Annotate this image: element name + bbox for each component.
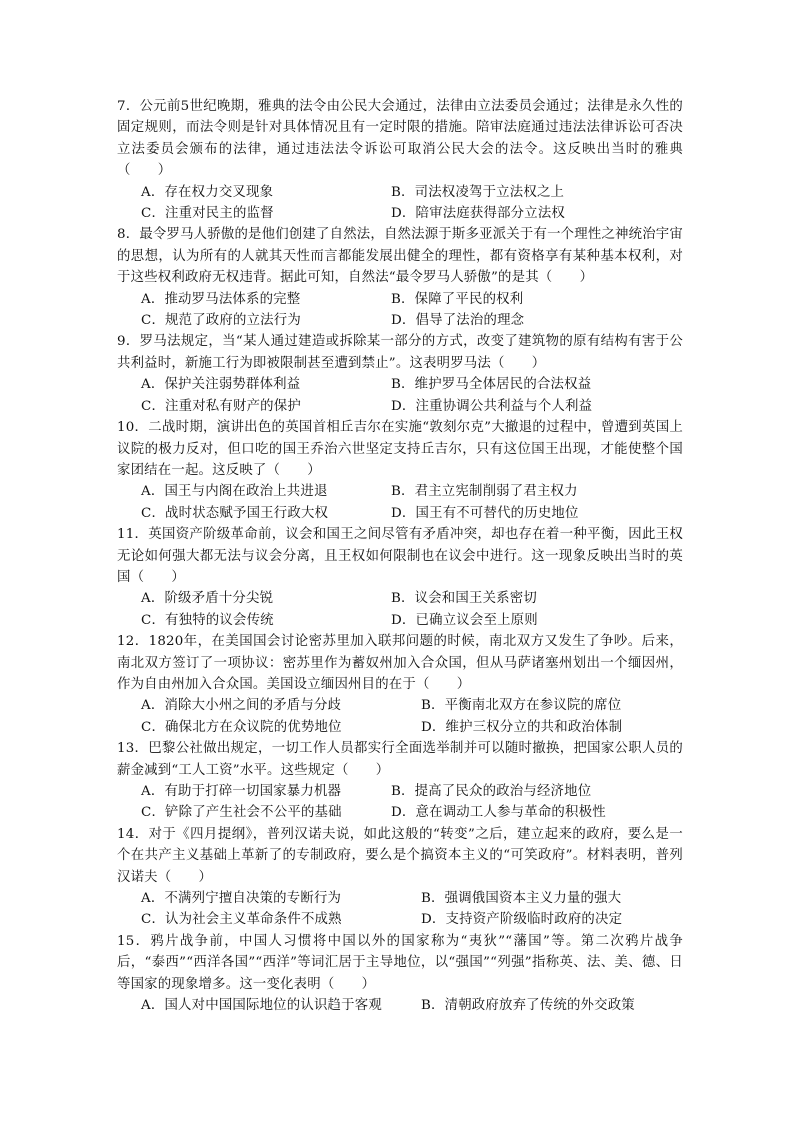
question-7 — [117, 96, 683, 224]
option-a: A．国人对中国国际地位的认识趋于客观 — [141, 998, 382, 1014]
options — [141, 888, 683, 931]
option-d: D．陪审法庭获得部分立法权 — [391, 206, 566, 222]
options — [141, 374, 683, 417]
option-c: C．注重对私有财产的保护 — [141, 398, 301, 414]
option-c: C．铲除了产生社会不公平的基础 — [141, 805, 342, 821]
option-b: B．议会和国王关系密切 — [391, 591, 537, 607]
option-b: B．提高了民众的政治与经济地位 — [391, 784, 592, 799]
question-stem: 15．鸦片战争前，中国人习惯将中国以外的国家称为“夷狄”“藩国”等。第二次鸦片战争后，“泰西”“西洋各国”“西洋”等词汇居于主导地位，以“强国”“列强”指称英、法、美、德、日等国家的现象增多。这一变化表明（ ） — [117, 933, 683, 992]
option-d: D．国王有不可替代的历史地位 — [391, 505, 579, 521]
options — [141, 695, 683, 738]
option-b: B．维护罗马全体居民的合法权益 — [391, 377, 592, 393]
option-b: B．强调俄国资本主义力量的强大 — [421, 891, 622, 907]
question-14 — [117, 824, 683, 931]
question-stem: 8．最令罗马人骄傲的是他们创建了自然法，自然法源于斯多亚派关于有一个理性之神统治宇宙的思想，认为所有的人就其天性而言都能发展出健全的理性，都有资格享有某种基本权利，对于这些权利政府无权违背。据此可知，自然法“最令罗马人骄傲”的是其（ ） — [117, 227, 683, 286]
option-d: D．倡导了法治的理念 — [391, 313, 525, 329]
option-d: D．维护三权分立的共和政治体制 — [421, 719, 623, 735]
option-b: B．司法权凌驾于立法权之上 — [391, 184, 565, 200]
question-13 — [117, 738, 683, 824]
option-c: C．有独特的议会传统 — [141, 612, 274, 628]
options — [141, 289, 683, 332]
option-b: B．清朝政府放弃了传统的外交政策 — [421, 998, 635, 1014]
option-c: C．确保北方在众议院的优势地位 — [141, 719, 342, 735]
question-stem: 13．巴黎公社做出规定，一切工作人员都实行全面选举制并可以随时撤换，把国家公职人员的薪金减到“工人工资”水平。这些规定（ ） — [117, 741, 683, 778]
question-8 — [117, 224, 683, 331]
question-stem: 14．对于《四月提纲》，普列汉诺夫说，如此这般的“转变”之后，建立起来的政府，要么是一个在共产主义基础上革新了的专制政府，要么是个搞资本主义的“可笑政府”。材料表明，普列汉诺夫（ ） — [117, 826, 683, 885]
option-a: A．推动罗马法体系的完整 — [141, 291, 301, 307]
option-a: A．有助于打碎一切国家暴力机器 — [141, 784, 342, 799]
question-15 — [117, 931, 683, 1017]
option-c: C．注重对民主的监督 — [141, 206, 274, 222]
option-d: D．支持资产阶级临时政府的决定 — [421, 912, 623, 928]
question-stem: 10．二战时期，演讲出色的英国首相丘吉尔在实施“敦刻尔克”大撤退的过程中，曾遭到英国上议院的极力反对，但口吃的国王乔治六世坚定支持丘吉尔，只有这位国王出现，才能使整个国家团结在一起。这反映了（ ） — [117, 420, 683, 478]
option-c: C．规范了政府的立法行为 — [141, 313, 301, 329]
option-a: A．国王与内阁在政治上共进退 — [141, 484, 328, 500]
option-a: A．阶级矛盾十分尖锐 — [141, 591, 274, 607]
question-stem: 11．英国资产阶级革命前，议会和国王之间尽管有矛盾冲突，却也存在着一种平衡，因此王权无论如何强大都无法与议会分离，且王权如何限制也在议会中进行。这一现象反映出当时的英国（ ） — [117, 527, 683, 585]
option-b: B．平衡南北双方在参议院的席位 — [421, 698, 622, 714]
option-a: A．存在权力交叉现象 — [141, 184, 274, 200]
question-9 — [117, 331, 683, 417]
option-d: D．意在调动工人参与革命的积极性 — [391, 805, 606, 821]
options — [141, 995, 683, 1016]
question-12 — [117, 631, 683, 738]
question-stem: 7．公元前5世纪晚期，雅典的法令由公民大会通过，法律由立法委员会通过；法律是永久性的固定规则，而法令则是针对具体情况且有一定时限的措施。陪审法庭通过违法法律诉讼可否决立法委员会颁布的法律，通过违法法令诉讼可取消公民大会的法令。这反映出当时的雅典（ ） — [117, 99, 683, 179]
question-stem: 12．1820年，在美国国会讨论密苏里加入联邦问题的时候，南北双方又发生了争吵。后来，南北双方签订了一项协议：密苏里作为蓄奴州加入合众国，但从马萨诸塞州划出一个缅因州，作为自由州加入合众国。美国设立缅因州目的在于（ ） — [117, 634, 683, 692]
question-stem: 9．罗马法规定，当“某人通过建造或拆除某一部分的方式，改变了建筑物的原有结构有害于公共利益时，新施工行为即被限制甚至遭到禁止”。这表明罗马法（ ） — [117, 334, 683, 371]
option-b: B．君主立宪制削弱了君主权力 — [391, 484, 578, 500]
question-11 — [117, 524, 683, 631]
options — [141, 588, 683, 631]
option-a: A．消除大小州之间的矛盾与分歧 — [141, 698, 342, 714]
option-c: C．认为社会主义革命条件不成熟 — [141, 912, 342, 928]
exam-page — [117, 96, 683, 1016]
option-b: B．保障了平民的权利 — [391, 291, 524, 307]
options — [141, 781, 683, 824]
option-d: D．已确立议会至上原则 — [391, 612, 538, 628]
option-a: A．不满列宁擅自决策的专断行为 — [141, 891, 342, 907]
options — [141, 182, 683, 225]
question-10 — [117, 417, 683, 524]
option-a: A．保护关注弱势群体利益 — [141, 377, 301, 393]
option-c: C．战时状态赋予国王行政大权 — [141, 505, 329, 521]
option-d: D．注重协调公共利益与个人利益 — [391, 398, 593, 414]
options — [141, 481, 683, 524]
